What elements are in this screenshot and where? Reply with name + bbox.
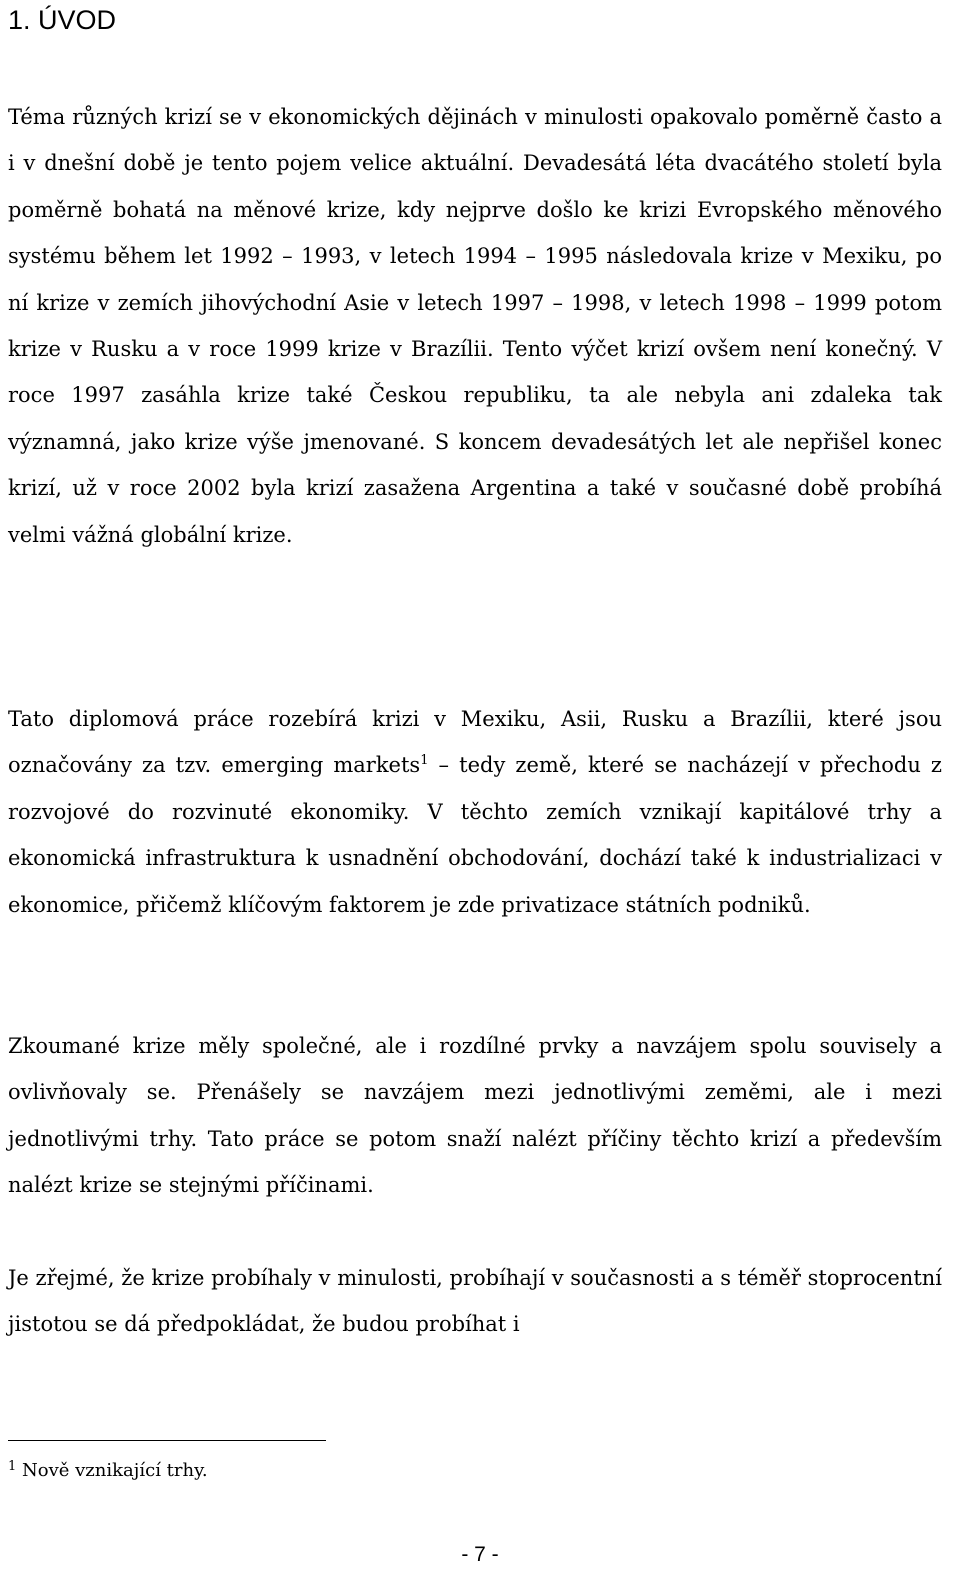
paragraph-text-before-footnote: Tato diplomová práce rozebírá krizi v Mexiku, Asii, Rusku a Brazílii, které jsou označovány za tzv. emerging markets xyxy=(8,707,942,778)
footnote-text: Nově vznikající trhy. xyxy=(16,1460,208,1481)
paragraph-text-after-footnote: – tedy země, které se nacházejí v přechodu z rozvojové do rozvinuté ekonomiky. V těchto zemích vznikají kapitálové trhy a ekonomická infrastruktura k usnadnění obchodování, dochází také k industrializaci v ekonomice, přičemž klíčovým faktorem je zde privatizace státních podniků. xyxy=(8,753,942,917)
paragraph-crises-relations: Zkoumané krize měly společné, ale i rozdílné prvky a navzájem spolu souvisely a ovlivňovaly se. Přenášely se navzájem mezi jednotlivými zeměmi, ale i mezi jednotlivými trhy. Tato práce se potom snaží nalézt příčiny těchto krizí a především nalézt krize se stejnými příčinami. xyxy=(8,1034,942,1198)
paragraph-thesis-scope xyxy=(8,696,942,928)
paragraph-crises-future: Je zřejmé, že krize probíhaly v minulosti, probíhají v současnosti a s téměř stoprocentní jistotou se dá předpokládat, že budou probíhat i xyxy=(8,1266,943,1337)
footnote-reference[interactable]: 1 xyxy=(420,753,429,769)
footnote-number: 1 xyxy=(8,1459,17,1474)
footnote-separator xyxy=(8,1440,326,1441)
paragraph-crises-history: Téma různých krizí se v ekonomických dějinách v minulosti opakovalo poměrně často a i v dnešní době je tento pojem velice aktuální. Devadesátá léta dvacátého století byla poměrně bohatá na měnové krize, kdy nejprve došlo ke krizi Evropského měnového systému během let 1992 – 1993, v letech 1994 – 1995 následovala krize v Mexiku, po ní krize v zemích jihovýchodní Asie v letech 1997 – 1998, v letech 1998 – 1999 potom krize v Rusku a v roce 1999 krize v Brazílii. Tento výčet krizí ovšem není konečný. V roce 1997 zasáhla krize také Českou republiku, ta ale nebyla ani zdaleka tak významná, jako krize výše jmenované. S koncem devadesátých let ale nepřišel konec krizí, už v roce 2002 byla krizí zasažena Argentina a také v současné době probíhá velmi vážná globální krize. xyxy=(8,105,942,547)
section-heading: 1. ÚVOD xyxy=(8,5,117,35)
page-number: - 7 - xyxy=(461,1543,499,1566)
footnote xyxy=(8,1458,208,1484)
